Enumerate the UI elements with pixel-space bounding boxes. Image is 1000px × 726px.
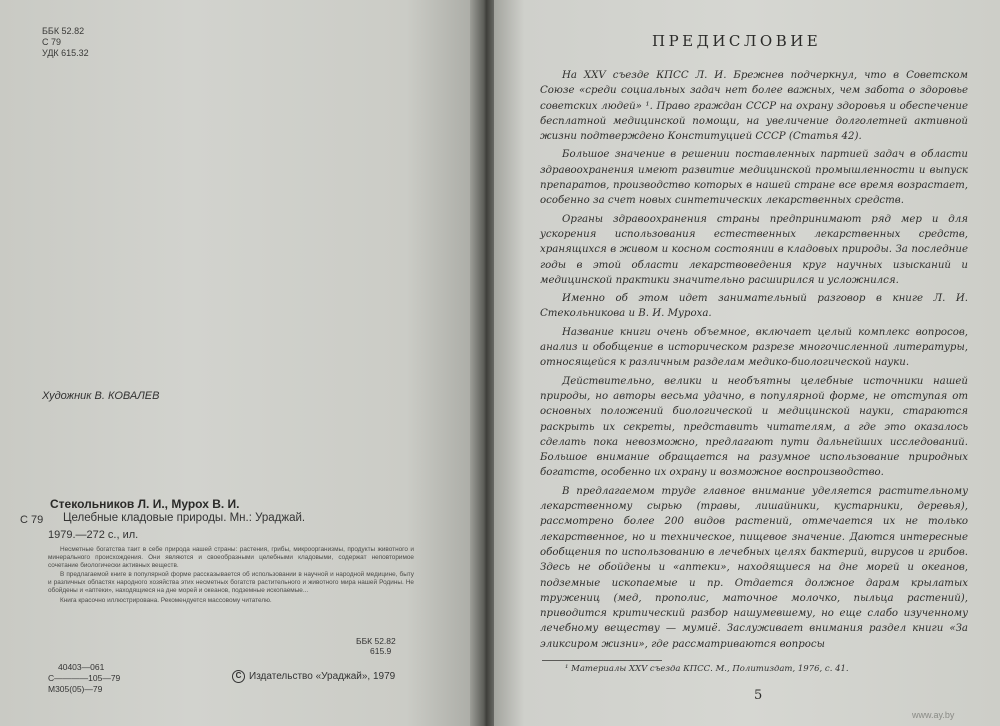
watermark: www.ay.by [912,710,955,720]
artist-credit: Художник В. КОВАЛЕВ [42,390,160,402]
preface-paragraph: Действительно, велики и необъятны целебные источники нашей природы, но авторы весьма удачно, в популярной форме, не отступая от основных положений биологической и медицинской науки, стараются раскрыть их секреты, представить читателям, а где это оказалось сделать пока невозможно, предлагают пути дальнейших исследований. Большое внимание обращается на разумное использование природных богатств, особенно их охрану и возможное воспроизводство. [540,375,968,479]
authors-line: Стекольников Л. И., Мурох В. И. [50,497,240,511]
copyright-publisher [232,670,395,683]
book-imprint-line: 1979.—272 с., ил. [48,529,139,541]
annotation-paragraph: Книга красочно иллюстрирована. Рекомендуется массовому читателю. [60,596,272,604]
code-line: С————105—79 [48,673,121,683]
book-title-line: Целебные кладовые природы. Мн.: Ураджай. [63,512,306,524]
preface-body [540,68,968,655]
catalog-code: С 79 [42,37,62,47]
bbk-code: ББК 52.82 [42,26,85,36]
price-codes [48,662,120,695]
bbk-index [356,636,396,656]
footnote: ¹ Материалы XXV съезда КПСС. М., Политиздат, 1976, с. 41. [565,664,849,674]
preface-paragraph: Органы здравоохранения страны предпринимают ряд мер и для ускорения использования естественных лекарственных средств, хранящихся в живом и косном состоянии в кладовых природы. За последние годы в этой области лекарствоведения круг научных изысканий и медицинской практики значительно расширился и усложнился. [540,213,968,286]
preface-paragraph: На XXV съезде КПСС Л. И. Брежнев подчеркнул, что в Советском Союзе «среди социальных задач нет более важных, чем забота о здоровье советских людей» ¹. Право граждан СССР на охрану здоровья и обеспечение бесплатной медицинской помощи, на увеличение долголетней активной жизни подтверждено Конституцией СССР (Статья 42). [540,70,968,143]
left-page [0,0,478,726]
bibliographic-codes [42,26,89,59]
bbk-subvalue: 615.9 [370,646,392,656]
bbk-value: ББК 52.82 [356,636,396,646]
page-heading: ПРЕДИСЛОВИЕ [652,32,822,50]
copyright-icon: С [232,670,245,683]
annotation-paragraph: Несметные богатства таит в себе природа нашей страны: растения, грибы, микроорганизмы, продукты животного и минерального происхождения. Они являются и своеобразными целебными кладовыми, содержат неповторимое сочетание биологически активных веществ. [48,546,414,570]
annotation-paragraph: В предлагаемой книге в популярной форме рассказывается об использовании в научной и народной медицине, быту и различных областях народного хозяйства этих несметных богатств растительного и животного мира нашей Родины. Не обойдены и «аптеки», находящиеся на дне морей и океанов, подземные ископаемые... [48,571,414,595]
catalog-mark: С 79 [20,514,44,526]
page-number: 5 [754,688,763,703]
annotation-block [48,546,414,606]
code-line: 40403—061 [58,662,105,672]
preface-paragraph: Большое значение в решении поставленных партией задач в области здравоохранения имеют развитие медицинской промышленности и выпуск препаратов, производство которых в нашей стране все время возрастает, особенно за счет новых синтетических лекарственных средств. [540,149,968,207]
preface-paragraph: Название книги очень объемное, включает целый комплекс вопросов, анализ и обобщение в историческом разрезе многочисленной литературы, относящейся к различным разделам медико-биологической науки. [540,326,968,369]
preface-paragraph: В предлагаемом труде главное внимание уделяется растительному лекарственному сырью (травы, лишайники, кустарники, деревья), рассмотрено более 200 видов растений, отмечается их не только лекарственное, но и техническое, пищевое значение. Даются интересные обобщения по использованию в лечебных целях бактерий, вирусов и грибов. Здесь не обойдены и «аптеки», находящиеся на дне морей и океанов, подземные ископаемые и пр. Отдается должное дарам крылатых тружениц (мед, прополис, маточное молочко, пыльца растений), приводится критический разбор нашумевшему, но еще слабо изученному лечебному веществу — мумиё. Заслуживает внимания раздел книги «За эликсиром жизни», где рассматриваются вопросы [540,485,968,650]
udk-code: УДК 615.32 [42,48,89,58]
publisher-text: Издательство «Ураджай», 1979 [249,671,396,682]
preface-paragraph: Именно об этом идет занимательный разговор в книге Л. И. Стекольникова и В. И. Муроха. [540,293,968,320]
footnote-divider [542,660,662,661]
code-line: М305(05)—79 [48,684,103,694]
